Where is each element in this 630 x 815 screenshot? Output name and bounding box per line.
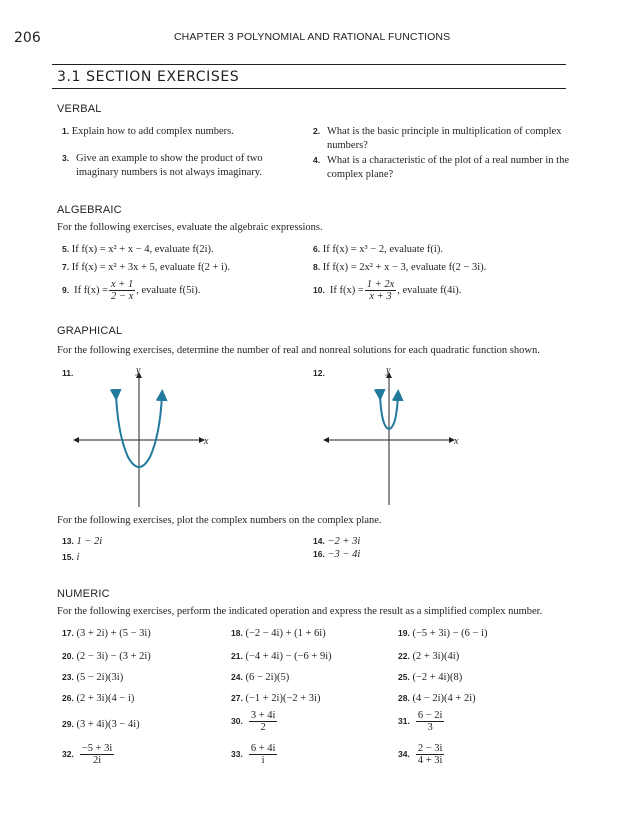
exercise-number: 25. (398, 672, 410, 682)
exercise-32 (62, 743, 115, 766)
exercise-number: 18. (231, 628, 243, 638)
exercise-text: (6 − 2i)(5) (245, 672, 290, 683)
exercise-number: 20. (62, 651, 74, 661)
exercise-3 (62, 152, 301, 179)
exercise-28 (398, 692, 476, 706)
exercise-text: −2 + 3i (327, 536, 361, 547)
exercise-text: (5 − 2i)(3i) (76, 672, 124, 683)
exercise-number: 26. (62, 693, 74, 703)
exercise-number: 33. (231, 748, 243, 759)
exercise-31 (398, 710, 445, 733)
exercise-16 (313, 548, 360, 562)
exercise-4 (313, 154, 577, 181)
fraction (249, 710, 278, 733)
exercise-text: (3 + 2i) + (5 − 3i) (76, 628, 151, 639)
exercise-12-number: 12. (313, 368, 325, 378)
exercise-number: 1. (62, 126, 70, 136)
exercise-number: 4. (313, 155, 321, 165)
exercise-18 (231, 627, 326, 641)
graphical-heading: GRAPHICAL (57, 325, 123, 337)
fraction (80, 743, 115, 766)
exercise-text: If f(x) = x² + 3x + 5, evaluate f(2 + i). (71, 262, 231, 273)
exercise-20 (62, 650, 151, 664)
verbal-heading: VERBAL (57, 103, 102, 115)
fraction (109, 279, 135, 302)
exercise-number: 5. (62, 244, 70, 254)
exercise-9 (62, 279, 200, 302)
fraction (416, 710, 445, 733)
numeric-heading: NUMERIC (57, 588, 110, 600)
x-axis-label: x (454, 436, 459, 447)
exercise-text-suffix: , evaluate f(4i). (397, 284, 462, 296)
section-top-rule (52, 64, 566, 65)
exercise-5 (62, 243, 214, 257)
exercise-2 (313, 125, 567, 152)
graphical-intro: For the following exercises, determine the number of real and nonreal solutions for each quadratic function shown. (57, 345, 540, 356)
exercise-text: Explain how to add complex numbers. (71, 126, 234, 137)
exercise-text: If f(x) = 2x² + x − 3, evaluate f(2 − 3i). (322, 262, 487, 273)
exercise-number: 30. (231, 715, 243, 726)
exercise-text: (4 − 2i)(4 + 2i) (412, 693, 476, 704)
fraction-numerator: 3 + 4i (250, 710, 276, 721)
section-bottom-rule (52, 88, 566, 89)
exercise-21 (231, 650, 332, 664)
exercise-10 (313, 279, 461, 302)
exercise-number: 34. (398, 748, 410, 759)
exercise-11-number: 11. (62, 368, 74, 378)
exercise-30 (231, 710, 278, 733)
exercise-number: 22. (398, 651, 410, 661)
exercise-29 (62, 718, 140, 732)
exercise-22 (398, 650, 459, 664)
section-title: 3.1 SECTION EXERCISES (57, 69, 240, 85)
numeric-intro: For the following exercises, perform the indicated operation and express the result as a simplified complex number. (57, 606, 543, 617)
exercise-6 (313, 243, 443, 257)
fraction-numerator: 6 + 4i (250, 743, 276, 754)
y-axis-label: y (136, 365, 141, 376)
page-number: 206 (14, 30, 41, 46)
exercise-text: If f(x) = (74, 284, 108, 296)
exercise-text: (−5 + 3i) − (6 − i) (412, 628, 488, 639)
exercise-text: (3 + 4i)(3 − 4i) (76, 719, 140, 730)
exercise-23 (62, 671, 123, 685)
algebraic-intro: For the following exercises, evaluate the algebraic expressions. (57, 222, 323, 233)
fraction-numerator: x + 1 (111, 279, 134, 290)
exercise-14 (313, 535, 360, 549)
x-axis-label: x (204, 436, 209, 447)
fraction-denominator: i (261, 755, 265, 766)
fraction-denominator: 2i (93, 755, 102, 766)
fraction-denominator: 4 + 3i (417, 755, 443, 766)
fraction-denominator: 3 (427, 722, 433, 733)
exercise-number: 14. (313, 536, 325, 546)
exercise-17 (62, 627, 151, 641)
exercise-number: 27. (231, 693, 243, 703)
fraction-numerator: 2 − 3i (417, 743, 443, 754)
exercise-number: 24. (231, 672, 243, 682)
exercise-text: 1 − 2i (76, 536, 103, 547)
exercise-number: 21. (231, 651, 243, 661)
exercise-27 (231, 692, 320, 706)
running-head: CHAPTER 3 POLYNOMIAL AND RATIONAL FUNCTIONS (174, 31, 451, 43)
exercise-text: −3 − 4i (327, 549, 361, 560)
fraction (416, 743, 445, 766)
fraction (365, 279, 397, 302)
exercise-text: (−2 + 4i)(8) (412, 672, 463, 683)
exercise-text: (2 − 3i) − (3 + 2i) (76, 651, 151, 662)
exercise-text: (−1 + 2i)(−2 + 3i) (245, 693, 321, 704)
exercise-19 (398, 627, 487, 641)
exercise-number: 16. (313, 549, 325, 559)
exercise-text: Give an example to show the product of two imaginary numbers is not always imaginary. (76, 153, 263, 178)
exercise-number: 2. (313, 126, 321, 136)
exercise-number: 15. (62, 552, 74, 562)
exercise-text: (−4 + 4i) − (−6 + 9i) (245, 651, 332, 662)
exercise-number: 3. (62, 153, 70, 163)
exercise-33 (231, 743, 278, 766)
y-axis-label: y (386, 365, 391, 376)
exercise-number: 31. (398, 715, 410, 726)
fraction-denominator: 2 − x (111, 291, 134, 302)
fraction-numerator: −5 + 3i (81, 743, 113, 754)
fraction (249, 743, 278, 766)
exercise-number: 19. (398, 628, 410, 638)
exercise-text-suffix: , evaluate f(5i). (136, 284, 201, 296)
exercise-26 (62, 692, 134, 706)
exercise-15 (62, 551, 79, 565)
exercise-text: (2 + 3i)(4 − i) (76, 693, 135, 704)
exercise-number: 9. (62, 284, 70, 295)
exercise-number: 6. (313, 244, 321, 254)
exercise-number: 23. (62, 672, 74, 682)
exercise-text: If f(x) = (329, 284, 364, 296)
exercise-number: 17. (62, 628, 74, 638)
graph-12 (320, 365, 470, 510)
exercise-text: If f(x) = x² + x − 4, evaluate f(2i). (71, 244, 214, 255)
graph-11 (70, 365, 220, 510)
exercise-number: 10. (313, 284, 325, 295)
exercise-number: 32. (62, 748, 74, 759)
exercise-number: 8. (313, 262, 321, 272)
exercise-number: 29. (62, 719, 74, 729)
fraction-numerator: 6 − 2i (417, 710, 443, 721)
exercise-text: (−2 − 4i) + (1 + 6i) (245, 628, 326, 639)
exercise-25 (398, 671, 462, 685)
exercise-8 (313, 261, 486, 275)
exercise-34 (398, 743, 445, 766)
algebraic-heading: ALGEBRAIC (57, 204, 122, 216)
plot-intro: For the following exercises, plot the complex numbers on the complex plane. (57, 515, 382, 526)
exercise-13 (62, 535, 102, 549)
exercise-number: 13. (62, 536, 74, 546)
exercise-text: If f(x) = x³ − 2, evaluate f(i). (322, 244, 443, 255)
exercise-7 (62, 261, 230, 275)
fraction-numerator: 1 + 2x (366, 279, 395, 290)
exercise-number: 28. (398, 693, 410, 703)
exercise-text: i (76, 552, 80, 563)
fraction-denominator: 2 (260, 722, 266, 733)
fraction-denominator: x + 3 (369, 291, 392, 302)
exercise-1 (62, 125, 292, 139)
exercise-text: What is the basic principle in multiplication of complex numbers? (327, 126, 562, 151)
exercise-text: What is a characteristic of the plot of a real number in the complex plane? (327, 155, 569, 180)
exercise-number: 7. (62, 262, 70, 272)
exercise-24 (231, 671, 289, 685)
exercise-text: (2 + 3i)(4i) (412, 651, 460, 662)
